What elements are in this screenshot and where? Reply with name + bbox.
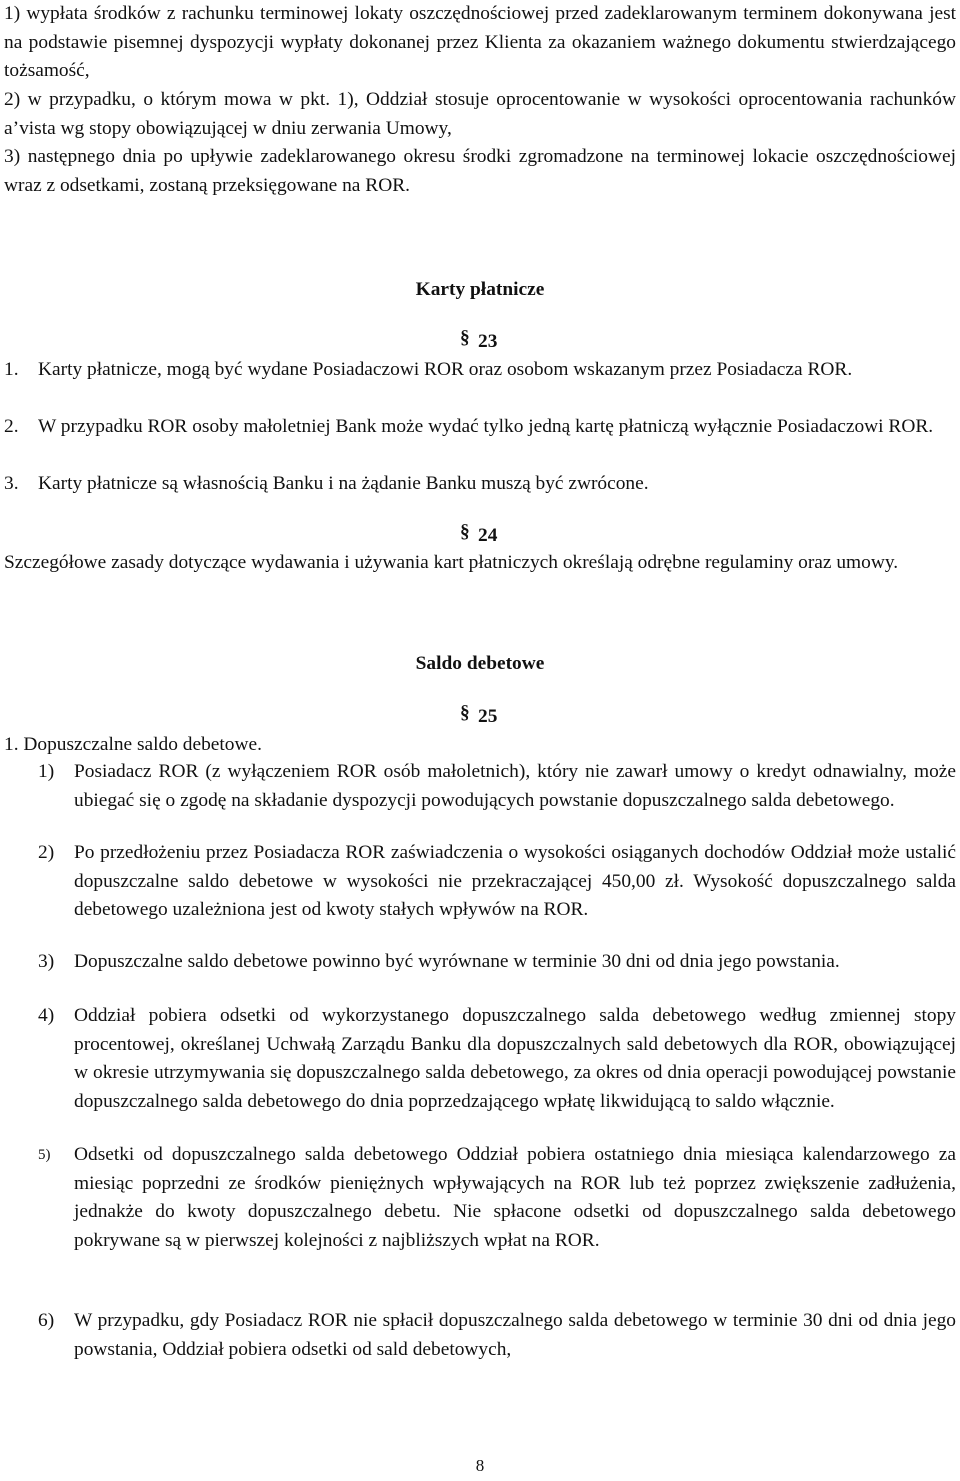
section-sign: § (460, 327, 470, 348)
section-sign: § (460, 702, 470, 723)
item-number: 3. (4, 473, 19, 494)
item-number: 2) (38, 842, 55, 863)
debit-subitem-3 (38, 948, 956, 977)
section-title-cards: Karty płatnicze (415, 279, 545, 300)
item-text: Karty płatnicze, mogą być wydane Posiadaczowi ROR oraz osobom wskazanym przez Posiadacza ROR. (38, 359, 853, 380)
cards-item-2 (4, 413, 956, 442)
debit-item-1: 1. Dopuszczalne saldo debetowe. (4, 734, 262, 755)
item-number: 1) (38, 761, 55, 782)
item-text: Posiadacz ROR (z wyłączeniem ROR osób małoletnich), który nie zawarł umowy o kredyt odnawialny, może ubiegać się o zgodę na składanie dyspozycji powodujących powstanie dopuszczalnego salda debetowego. (74, 761, 956, 811)
paragraph-number: 25 (478, 706, 498, 727)
item-number: 6) (38, 1310, 55, 1331)
cards-item-3 (4, 470, 956, 499)
item-number: 1. (4, 359, 19, 380)
page-number: 8 (475, 1456, 485, 1475)
debit-subitem-2 (38, 839, 956, 925)
item-number: 4) (38, 1005, 55, 1026)
section-sign: § (460, 521, 470, 542)
item-text: Karty płatnicze są własnością Banku i na żądanie Banku muszą być zwrócone. (38, 473, 649, 494)
item-text: W przypadku ROR osoby małoletniej Bank może wydać tylko jedną kartę płatniczą wyłącznie Posiadaczowi ROR. (38, 416, 934, 437)
debit-subitem-6 (38, 1307, 956, 1364)
item-text: Oddział pobiera odsetki od wykorzystanego dopuszczalnego salda debetowego według zmiennej stopy procentowej, określanej Uchwałą Zarządu Banku dla dopuszczalnych sald debetowych dla ROR, obowiązującej w okresie utrzymywania się dopuszczalnego salda debetowego, za okres od dnia operacji powodującej powstanie dopuszczalnego salda debetowego do dnia poprzedzającego wpłatę likwidującą to saldo włącznie. (74, 1005, 956, 1112)
debit-subitem-1 (38, 758, 956, 815)
section-title-debit: Saldo debetowe (415, 653, 545, 674)
intro-point-2: 2) w przypadku, o którym mowa w pkt. 1), Oddział stosuje oprocentowanie w wysokości oprocentowania rachunków a’vista wg stopy obowiązującej w dniu zerwania Umowy, (4, 89, 956, 139)
intro-point-3: 3) następnego dnia po upływie zadeklarowanego okresu środki zgromadzone na terminowej lokacie oszczędnościowej wraz z odsetkami, zostaną przeksięgowane na ROR. (4, 146, 956, 196)
cards-item-1 (4, 356, 956, 385)
intro-point-1: 1) wypłata środków z rachunku terminowej lokaty oszczędnościowej przed zadeklarowanym terminem dokonywana jest na podstawie pisemnej dyspozycji wypłaty dokonanej przez Klienta za okazaniem ważnego dokumentu stwierdzającego tożsamość, (4, 3, 956, 82)
paragraph-24-text: Szczegółowe zasady dotyczące wydawania i używania kart płatniczych określają odrębne regulaminy oraz umowy. (4, 552, 899, 573)
item-text: Odsetki od dopuszczalnego salda debetowego Oddział pobiera ostatniego dnia miesiąca kalendarzowego za miesiąc poprzedni ze środków pieniężnych wpływających na ROR lub też poprzez zwiększenie zadłużenia, jednakże do kwoty dopuszczalnego debetu. Nie spłacone odsetki od dopuszczalnego salda debetowego pokrywane są w pierwszej kolejności z najbliższych wpłat na ROR. (74, 1144, 956, 1251)
paragraph-number: 24 (478, 525, 498, 546)
debit-subitem-4 (38, 1002, 956, 1116)
item-text: Po przedłożeniu przez Posiadacza ROR zaświadczenia o wysokości osiąganych dochodów Oddział może ustalić dopuszczalne saldo debetowe w wysokości nie przekraczającej 450,00 zł. Wysokość dopuszczalnego salda debetowego uzależniona jest od kwoty stałych wpływów na ROR. (74, 842, 956, 921)
item-text: Dopuszczalne saldo debetowe powinno być wyrównane w terminie 30 dni od dnia jego powstania. (74, 951, 840, 972)
item-number: 3) (38, 951, 55, 972)
paragraph-number: 23 (478, 331, 498, 352)
item-number: 2. (4, 416, 19, 437)
item-number: 5) (38, 1147, 51, 1163)
debit-subitem-5 (38, 1141, 956, 1255)
item-text: W przypadku, gdy Posiadacz ROR nie spłacił dopuszczalnego salda debetowego w terminie 30 dni od dnia jego powstania, Oddział pobiera odsetki od sald debetowych, (74, 1310, 956, 1360)
